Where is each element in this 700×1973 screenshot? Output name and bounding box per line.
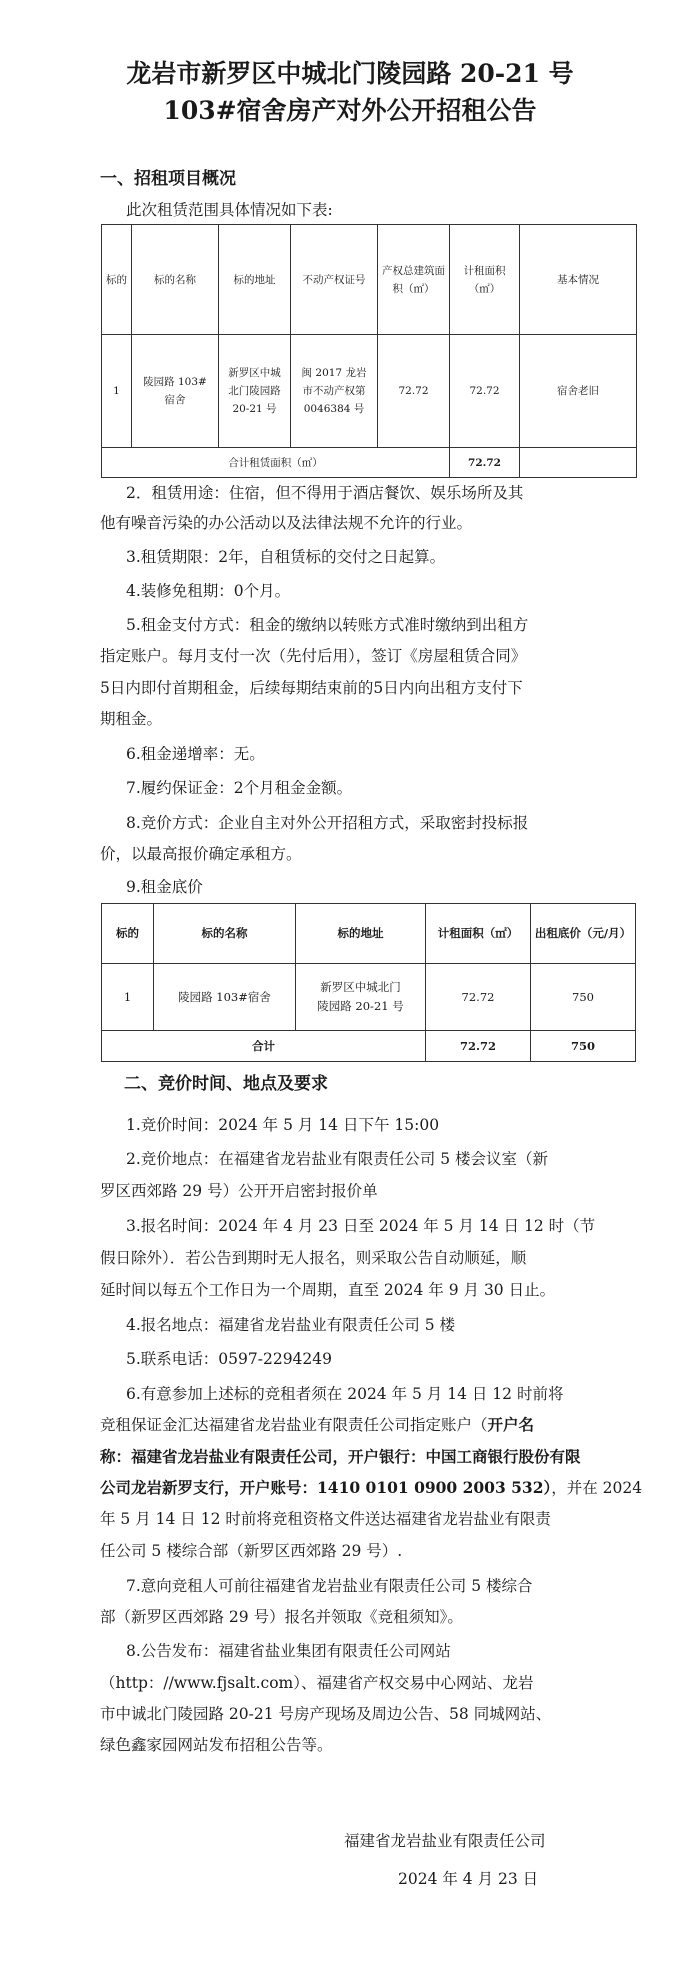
notice-title-line-1: 龙岩市新罗区中城北门陵园路 20-21 号 xyxy=(126,59,574,88)
total-label: 合计 xyxy=(102,1031,426,1062)
item-6: 6.租金递增率：无。 xyxy=(126,745,265,763)
col-header-lot: 标的 xyxy=(102,225,132,335)
s2-item-4: 4.报名地点：福建省龙岩盐业有限责任公司 5 楼 xyxy=(126,1316,456,1334)
total-value: 72.72 xyxy=(450,448,520,478)
section-1-heading: 一、招租项目概况 xyxy=(100,169,236,189)
s2-item-2-line-2: 罗区西郊路 29 号）公开开启密封报价单 xyxy=(100,1182,378,1200)
table-row xyxy=(102,335,637,448)
total-empty-cell xyxy=(520,448,637,478)
s2-item-1: 1.竞价时间：2024 年 5 月 14 日下午 15:00 xyxy=(126,1116,440,1134)
col-header-name: 标的名称 xyxy=(154,904,296,964)
rental-scope-table xyxy=(101,224,637,478)
cell-area: 72.72 xyxy=(426,964,531,1031)
cell-lot: 1 xyxy=(102,964,154,1031)
s2-item-6-line-2: 竞租保证金汇达福建省龙岩盐业有限责任公司指定账户（开户名 xyxy=(100,1415,535,1434)
cell-name: 陵园路 103# 宿舍 xyxy=(132,335,219,448)
s2-item-6-line-1: 6.有意参加上述标的竞租者须在 2024 年 5 月 14 日 12 时前将 xyxy=(126,1385,564,1403)
s2-item-7-line-1: 7.意向竞租人可前往福建省龙岩盐业有限责任公司 5 楼综合 xyxy=(126,1577,533,1595)
section-1-intro: 此次租赁范围具体情况如下表: xyxy=(126,201,333,219)
col-header-area: 计租面积（㎡） xyxy=(426,904,531,964)
signature-date: 2024 年 4 月 23 日 xyxy=(398,1870,539,1888)
s2-item-8-line-2: （http：//www.fjsalt.com）、福建省产权交易中心网站、龙岩 xyxy=(100,1674,534,1692)
col-header-condition: 基本情况 xyxy=(520,225,637,335)
col-header-address: 标的地址 xyxy=(219,225,291,335)
s2-item-3-line-1: 3.报名时间：2024 年 4 月 23 日至 2024 年 5 月 14 日 12 时（节 xyxy=(126,1217,596,1235)
item-5-line-3: 5日内即付首期租金，后续每期结束前的5日内向出租方支付下 xyxy=(100,679,523,697)
cell-cert: 闽 2017 龙岩 市不动产权第 0046384 号 xyxy=(291,335,378,448)
table-header-row xyxy=(102,225,637,335)
col-header-price: 出租底价（元/月） xyxy=(531,904,636,964)
item-9: 9.租金底价 xyxy=(126,878,203,896)
total-price: 750 xyxy=(531,1031,636,1062)
col-header-cert: 不动产权证号 xyxy=(291,225,378,335)
table-row xyxy=(102,964,636,1031)
cell-rent-area: 72.72 xyxy=(450,335,520,448)
item-5-line-4: 期租金。 xyxy=(100,710,163,728)
total-area: 72.72 xyxy=(426,1031,531,1062)
table-total-row xyxy=(102,1031,636,1062)
s2-item-8-line-1: 8.公告发布：福建省盐业集团有限责任公司网站 xyxy=(126,1642,451,1660)
item-5-line-1: 5.租金支付方式：租金的缴纳以转账方式准时缴纳到出租方 xyxy=(126,616,529,634)
item-7: 7.履约保证金：2个月租金金额。 xyxy=(126,779,353,797)
item-2-line-1: 2．租赁用途：住宿，但不得用于酒店餐饮、娱乐场所及其 xyxy=(126,484,524,502)
item-4: 4.装修免租期：0个月。 xyxy=(126,582,291,600)
col-header-rent-area: 计租面积（㎡） xyxy=(450,225,520,335)
item-8-line-1: 8.竞价方式：企业自主对外公开招租方式，采取密封投标报 xyxy=(126,814,529,832)
col-header-name: 标的名称 xyxy=(132,225,219,335)
s2-item-5: 5.联系电话：0597-2294249 xyxy=(126,1350,333,1368)
s2-item-6-line-5: 年 5 月 14 日 12 时前将竞租资格文件送达福建省龙岩盐业有限责 xyxy=(100,1510,551,1528)
table-header-row xyxy=(102,904,636,964)
s2-item-6-line-4: 公司龙岩新罗支行，开户账号：1410 0101 0900 2003 532），并在 2024 xyxy=(100,1478,643,1497)
s2-item-2-line-1: 2.竞价地点：在福建省龙岩盐业有限责任公司 5 楼会议室（新 xyxy=(126,1150,549,1168)
s2-item-7-line-2: 部（新罗区西郊路 29 号）报名并领取《竞租须知》。 xyxy=(100,1608,463,1626)
table-total-row xyxy=(102,448,637,478)
cell-price: 750 xyxy=(531,964,636,1031)
cell-condition: 宿舍老旧 xyxy=(520,335,637,448)
reserve-price-table xyxy=(101,903,636,1062)
cell-address: 新罗区中城北门 陵园路 20-21 号 xyxy=(296,964,426,1031)
col-header-lot: 标的 xyxy=(102,904,154,964)
cell-total-area: 72.72 xyxy=(378,335,450,448)
cell-address: 新罗区中城 北门陵园路 20-21 号 xyxy=(219,335,291,448)
s2-item-6-line-6: 任公司 5 楼综合部（新罗区西郊路 29 号）. xyxy=(100,1542,403,1560)
s2-item-8-line-3: 市中诚北门陵园路 20-21 号房产现场及周边公告、58 同城网站、 xyxy=(100,1705,552,1723)
col-header-total-area: 产权总建筑面积（㎡） xyxy=(378,225,450,335)
col-header-address: 标的地址 xyxy=(296,904,426,964)
section-2-heading: 二、竞价时间、地点及要求 xyxy=(124,1074,328,1094)
total-label: 合计租赁面积（㎡） xyxy=(102,448,450,478)
s2-item-3-line-2: 假日除外）．若公告到期时无人报名，则采取公告自动顺延，顺 xyxy=(100,1249,527,1267)
item-3: 3.租赁期限：2年，自租赁标的交付之日起算。 xyxy=(126,548,446,566)
notice-title-line-2: 103#宿舍房产对外公开招租公告 xyxy=(163,96,537,125)
item-5-line-2: 指定账户。每月支付一次（先付后用），签订《房屋租赁合同》 xyxy=(100,647,527,665)
cell-lot: 1 xyxy=(102,335,132,448)
signature-company: 福建省龙岩盐业有限责任公司 xyxy=(344,1832,546,1850)
item-8-line-2: 价，以最高报价确定承租方。 xyxy=(100,845,302,863)
s2-item-8-line-4: 绿色鑫家园网站发布招租公告等。 xyxy=(100,1736,333,1754)
cell-name: 陵园路 103#宿舍 xyxy=(154,964,296,1031)
s2-item-6-line-3: 称：福建省龙岩盐业有限责任公司，开户银行：中国工商银行股份有限 xyxy=(100,1447,581,1466)
item-2-line-2: 他有噪音污染的办公活动以及法律法规不允许的行业。 xyxy=(100,514,473,532)
s2-item-3-line-3: 延时间以每五个工作日为一个周期，直至 2024 年 9 月 30 日止。 xyxy=(100,1281,556,1299)
